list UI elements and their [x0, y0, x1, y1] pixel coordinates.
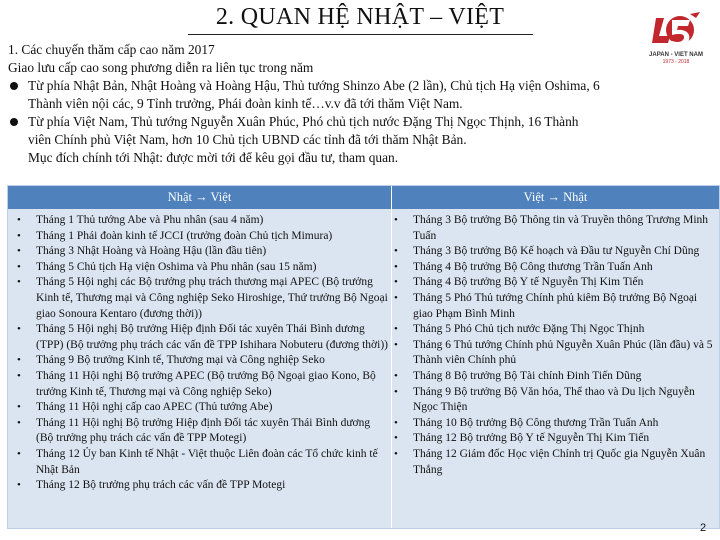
list-item-text: Tháng 9 Bộ trưởng Kinh tế, Thương mại và Công nghiệp Seko — [36, 354, 325, 367]
bullet-text-line: Từ phía Nhật Bản, Nhật Hoàng và Hoàng Hậu, Thủ tướng Shinzo Abe (2 lần), Chủ tịch Hạ viện Oshima, 6 — [28, 78, 600, 93]
bullet-icon — [10, 118, 18, 126]
list-item-text: Tháng 8 Bộ trưởng Bộ Tài chính Đinh Tiến Dũng — [413, 369, 642, 382]
list-item — [17, 416, 388, 447]
list-item — [394, 385, 715, 416]
list-item — [17, 353, 388, 369]
list-item — [394, 322, 715, 338]
section-heading: 1. Các chuyến thăm cấp cao năm 2017 — [8, 42, 215, 57]
list-item — [394, 260, 715, 276]
bullet-icon: • — [394, 214, 398, 226]
bullet-icon: • — [17, 214, 21, 226]
page-number: 2 — [700, 522, 707, 534]
list-item-text: Tháng 11 Hội nghị Bộ trưởng APEC (Bộ trưởng Bộ Ngoại giao Kono, Bộ trưởng Kinh tế, Thương mại và Công nghiệp Seko) — [36, 369, 376, 398]
list-item — [17, 275, 388, 322]
list-item-text: Tháng 12 Ủy ban Kinh tế Nhật - Việt thuộc Liên đoàn các Tổ chức kinh tế Nhật Bản — [36, 447, 378, 476]
list-item-text: Tháng 1 Thủ tướng Abe và Phu nhân (sau 4 năm) — [36, 214, 264, 226]
title-underline — [188, 34, 533, 35]
bullet-icon: • — [17, 276, 21, 289]
list-item — [17, 478, 388, 494]
bullet-icon: • — [17, 479, 21, 492]
list-item-text: Tháng 10 Bộ trưởng Bộ Công thương Trần Tuấn Anh — [413, 416, 659, 429]
japan-to-vietnam-list — [17, 213, 388, 494]
list-item — [394, 338, 715, 369]
intro-section — [8, 41, 720, 167]
visits-table — [7, 185, 720, 529]
bullet-icon: • — [17, 369, 21, 382]
bullet-icon: • — [17, 229, 21, 242]
intro-bullet-japan — [8, 77, 720, 113]
bullet-icon: • — [17, 401, 21, 414]
list-item — [17, 400, 388, 416]
column-divider — [391, 186, 392, 528]
bullet-icon: • — [17, 447, 21, 460]
list-item — [394, 369, 715, 385]
list-item-text: Tháng 12 Giám đốc Học viện Chính trị Quốc gia Nguyễn Xuân Thắng — [413, 447, 706, 476]
list-item — [394, 447, 715, 478]
bullet-icon: • — [394, 385, 398, 398]
bullet-text-line: viên Chính phủ Việt Nam, hơn 10 Chủ tịch UBND các tỉnh đã tới thăm Nhật Bản. — [28, 132, 467, 147]
bullet-icon: • — [394, 245, 398, 258]
list-item-text: Tháng 12 Bộ trưởng Bộ Y tế Nguyễn Thị Kim Tiến — [413, 432, 650, 445]
table-header-row — [8, 186, 719, 209]
list-item — [394, 431, 715, 447]
list-item-text: Tháng 12 Bộ trưởng phụ trách các vấn đề TPP Motegi — [36, 479, 286, 492]
bullet-icon: • — [394, 416, 398, 429]
bullet-icon: • — [394, 260, 398, 273]
list-item-text: Tháng 5 Phó Thủ tướng Chính phủ kiêm Bộ trưởng Bộ Ngoại giao Phạm Bình Minh — [413, 291, 698, 320]
bullet-icon: • — [17, 323, 21, 336]
list-item-text: Tháng 5 Chủ tịch Hạ viện Oshima và Phu nhân (sau 15 năm) — [36, 260, 317, 273]
bullet-icon: • — [394, 432, 398, 445]
bullet-icon: • — [394, 447, 398, 460]
list-item — [17, 213, 388, 229]
list-item-text: Tháng 3 Nhật Hoàng và Hoàng Hậu (lần đầu tiên) — [36, 245, 267, 258]
bullet-icon: • — [17, 416, 21, 429]
slide-title: 2. QUAN HỆ NHẬT – VIỆT — [215, 4, 505, 30]
list-item — [17, 229, 388, 245]
bullet-icon: • — [17, 354, 21, 367]
bullet-icon: • — [17, 260, 21, 273]
list-item — [394, 213, 715, 244]
list-item — [394, 244, 715, 260]
bullet-icon — [10, 82, 18, 90]
list-item-text: Tháng 3 Bộ trưởng Bộ Thông tin và Truyền thông Trương Minh Tuấn — [413, 214, 709, 242]
header-japan-to-vietnam: Nhật → Việt — [167, 190, 232, 204]
vietnam-to-japan-list — [394, 213, 715, 478]
bullet-text-line: Thành viên nội các, 9 Tỉnh trưởng, Phái đoàn kinh tế…v.v đã tới thăm Việt Nam. — [28, 96, 463, 111]
list-item — [17, 244, 388, 260]
list-item-text: Tháng 4 Bộ trưởng Bộ Công thương Trần Tuấn Anh — [413, 260, 653, 273]
list-item — [17, 447, 388, 478]
bullet-icon: • — [394, 291, 398, 304]
list-item-text: Tháng 5 Hội nghị các Bộ trưởng phụ trách thương mại APEC (Bộ trưởng Kinh tế, Thương mại và Công nghiệp Seko Hiroshige, Thứ trưởng Bộ Ngoại giao Sonoura Kentaro (đương thời)) — [36, 276, 388, 320]
list-item — [17, 369, 388, 400]
list-item-text: Tháng 3 Bộ trưởng Bộ Kế hoạch và Đầu tư Nguyễn Chí Dũng — [413, 245, 700, 258]
header-vietnam-to-japan: Việt → Nhật — [523, 190, 588, 204]
list-item-text: Tháng 11 Hội nghị cấp cao APEC (Thủ tướng Abe) — [36, 401, 273, 414]
bullet-icon: • — [394, 338, 398, 351]
intro-bullet-vietnam — [8, 113, 720, 149]
bullet-icon: • — [394, 369, 398, 382]
list-item-text: Tháng 6 Thủ tướng Chính phủ Nguyễn Xuân Phúc (lần đầu) và 5 Thành viên Chính phủ — [413, 338, 713, 367]
list-item-text: Tháng 9 Bộ trưởng Bộ Văn hóa, Thể thao và Du lịch Nguyễn Ngọc Thiện — [413, 385, 695, 414]
list-item — [394, 291, 715, 322]
list-item — [394, 275, 715, 291]
list-item-text: Tháng 5 Phó Chủ tịch nước Đặng Thị Ngọc Thịnh — [413, 323, 645, 336]
bullet-text-line: Từ phía Việt Nam, Thủ tướng Nguyễn Xuân Phúc, Phó chủ tịch nước Đặng Thị Ngọc Thịnh, 16 Thành — [28, 114, 579, 129]
bullet-icon: • — [394, 276, 398, 289]
list-item — [17, 260, 388, 276]
purpose-text: Mục đích chính tới Nhật: được mời tới để kêu gọi đầu tư, tham quan. — [28, 150, 399, 165]
list-item — [394, 416, 715, 432]
list-item-text: Tháng 11 Hội nghị Bộ trưởng Hiệp định Đối tác xuyên Thái Bình dương (Bộ trưởng phụ trách các vấn đề TPP Motegi) — [36, 416, 371, 445]
logo-caption-text: JAPAN - VIET NAM — [649, 52, 703, 58]
list-item-text: Tháng 1 Phái đoàn kinh tế JCCI (trưởng đoàn Chủ tịch Mimura) — [36, 229, 333, 242]
bullet-icon: • — [17, 245, 21, 258]
section-subheading: Giao lưu cấp cao song phương diễn ra liên tục trong năm — [8, 60, 314, 75]
bullet-icon: • — [394, 323, 398, 336]
list-item-text: Tháng 4 Bộ trưởng Bộ Y tế Nguyễn Thị Kim Tiến — [413, 276, 644, 289]
list-item — [17, 322, 388, 353]
list-item-text: Tháng 5 Hội nghị Bộ trưởng Hiệp định Đối tác xuyên Thái Bình dương (TPP) (Bộ trưởng phụ trách các vấn đề TPP Ishihara Nobuteru (đương thời)) — [36, 323, 388, 351]
logo-years: 1973 - 2018 — [662, 59, 690, 65]
